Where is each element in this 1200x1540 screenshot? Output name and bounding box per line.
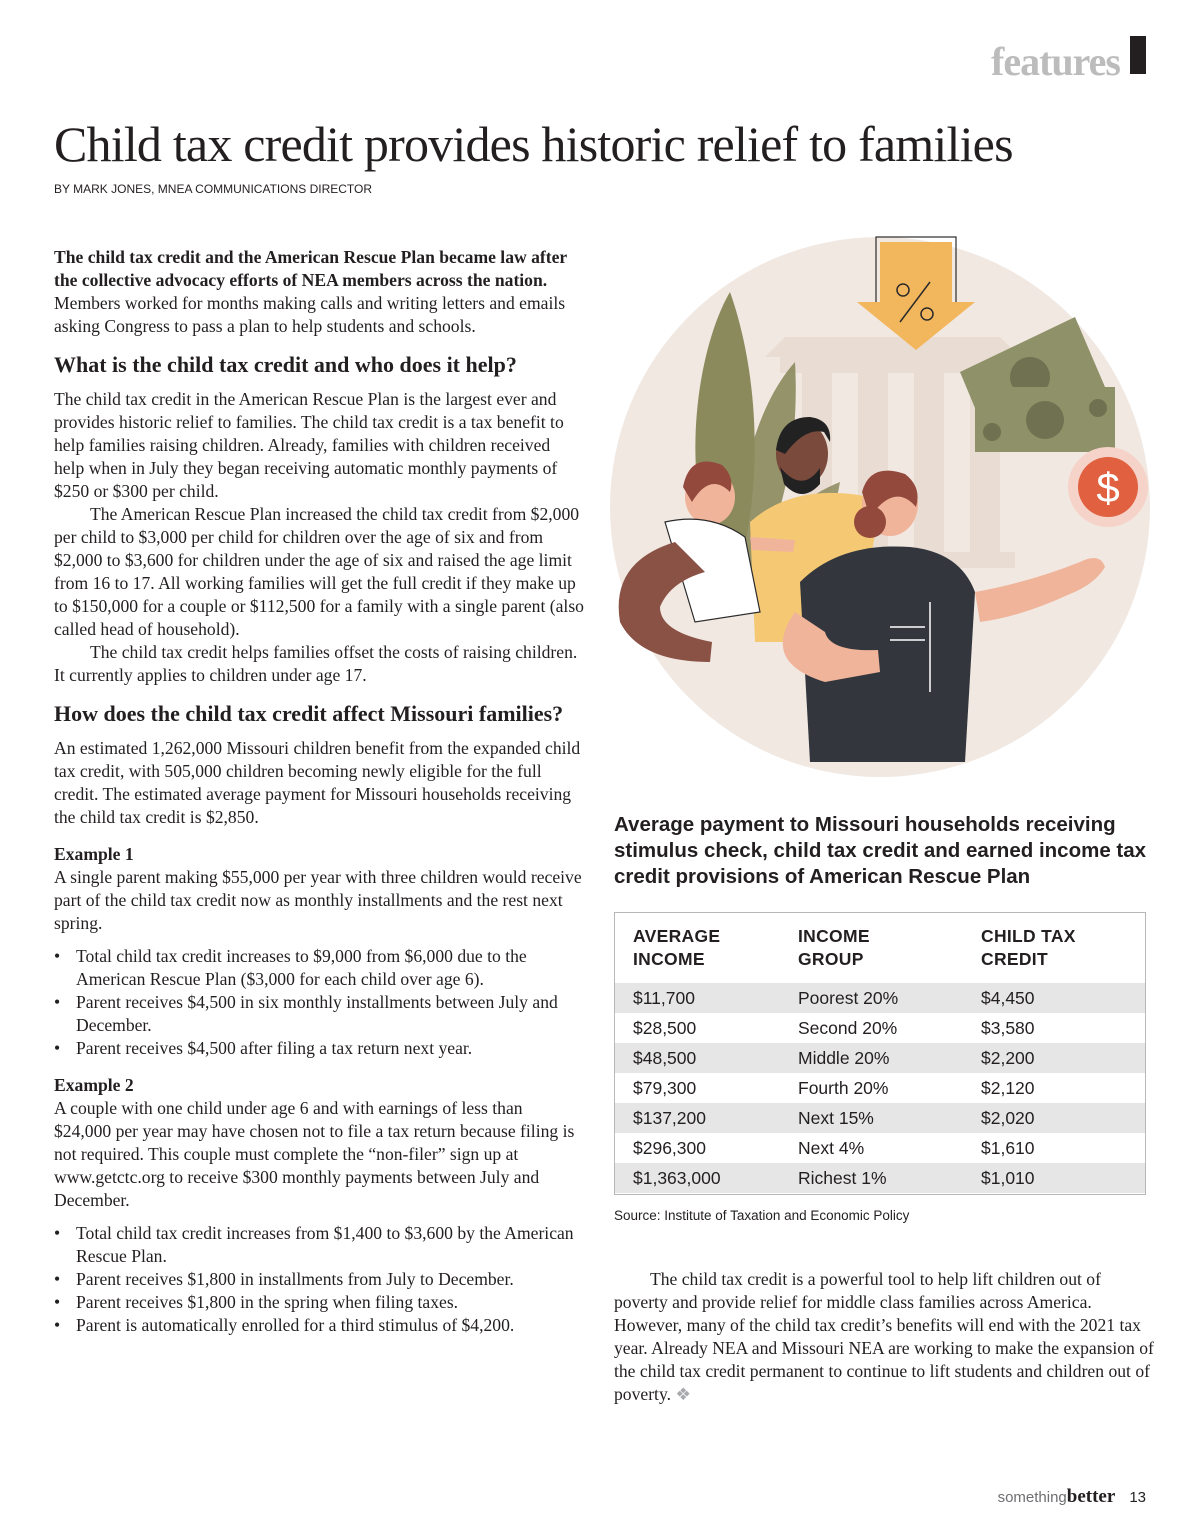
table-source: Source: Institute of Taxation and Economic Policy [614, 1208, 910, 1223]
bullet-item: • Total child tax credit increases to $9,000 from $6,000 due to the American Rescue Plan ($3,000 for each child over age 6). [76, 945, 584, 991]
cell-average-income: $296,300 [633, 1138, 706, 1158]
cell-average-income: $28,500 [633, 1018, 697, 1038]
table-row [615, 983, 1145, 1013]
body-paragraph: The child tax credit in the American Rescue Plan is the largest ever and provides historic relief to families. The child tax credit is a tax benefit to help families raising children. Already, families with children received help when in July they began receiving automatic monthly payments of $250 or $300 per child. [54, 389, 564, 501]
cell-income-group: Next 4% [798, 1138, 865, 1158]
footer-brand-bold: better [1066, 1486, 1116, 1507]
example-2-bullets [54, 1222, 584, 1337]
table-row [615, 1043, 1145, 1073]
example-1-bullets [54, 945, 584, 1060]
bullet-item: • Parent receives $4,500 after filing a tax return next year. [76, 1037, 584, 1060]
cell-child-tax-credit: $2,200 [981, 1048, 1035, 1068]
bullet-item: • Parent receives $4,500 in six monthly installments between July and December. [76, 991, 584, 1037]
subhead-what-is: What is the child tax credit and who does it help? [54, 352, 517, 377]
cell-income-group: Fourth 20% [798, 1078, 889, 1098]
closing-paragraph [614, 1268, 1154, 1406]
payment-table [614, 912, 1146, 1195]
cell-child-tax-credit: $2,120 [981, 1078, 1035, 1098]
lede-bold: The child tax credit and the American Rescue Plan became law after the collective advocacy efforts of NEA members across the nation. [54, 247, 567, 290]
article-body-left [54, 246, 584, 1345]
family-tax-credit-illustration [580, 222, 1160, 782]
subhead-missouri: How does the child tax credit affect Missouri families? [54, 701, 564, 726]
example-1-title: Example 1 [54, 844, 134, 864]
lede-paragraph [54, 246, 584, 338]
cell-income-group: Poorest 20% [798, 988, 899, 1008]
cell-average-income: $79,300 [633, 1078, 697, 1098]
table-title: Average payment to Missouri households receiving stimulus check, child tax credit and earned income tax credit provisions of American Rescue Plan [614, 813, 1147, 888]
example-2-text: A couple with one child under age 6 and with earnings of less than $24,000 per year may have chosen not to file a tax return because filing is not required. This couple must complete the “non-filer” sign up at www.getctc.org to receive $300 monthly payments between July and December. [54, 1098, 575, 1210]
cell-average-income: $1,363,000 [633, 1168, 721, 1188]
body-paragraph: The child tax credit helps families offset the costs of raising children. It currently applies to children under age 17. [54, 642, 578, 685]
cell-child-tax-credit: $1,010 [981, 1168, 1035, 1188]
cell-child-tax-credit: $3,580 [981, 1018, 1035, 1038]
column-header: INCOME GROUP [798, 926, 870, 969]
section-tag: features [991, 39, 1120, 84]
section-marker-bar [1130, 36, 1146, 74]
page-footer [998, 1486, 1146, 1508]
table-row [615, 1013, 1145, 1043]
column-header: AVERAGE INCOME [633, 926, 721, 969]
byline: BY MARK JONES, MNEA COMMUNICATIONS DIRECTOR [54, 182, 373, 196]
example-1-text: A single parent making $55,000 per year with three children would receive part of the child tax credit now as monthly installments and the rest next spring. [54, 867, 582, 933]
closing-text: The child tax credit is a powerful tool to help lift children out of poverty and provide relief for middle class families across America. However, many of the child tax credit’s benefits will end with the 2021 tax year. Already NEA and Missouri NEA are working to make the expansion of the child tax credit permanent to continue to lift students and children out of poverty. [614, 1269, 1154, 1404]
article-headline: Child tax credit provides historic relief to families [54, 116, 1013, 172]
page-number: 13 [1129, 1489, 1146, 1506]
bullet-item: • Parent receives $1,800 in the spring when filing taxes. [76, 1291, 584, 1314]
lede-rest: Members worked for months making calls and writing letters and emails asking Congress to pass a plan to help students and schools. [54, 293, 566, 336]
cell-income-group: Richest 1% [798, 1168, 887, 1188]
cell-income-group: Second 20% [798, 1018, 898, 1038]
cell-child-tax-credit: $2,020 [981, 1108, 1035, 1128]
svg-text:$: $ [1096, 464, 1120, 511]
end-mark-icon: ❖ [675, 1384, 692, 1404]
table-row [615, 1073, 1145, 1103]
bullet-item: • Parent is automatically enrolled for a third stimulus of $4,200. [76, 1314, 584, 1337]
cell-child-tax-credit: $1,610 [981, 1138, 1035, 1158]
bullet-item: • Total child tax credit increases from $1,400 to $3,600 by the American Rescue Plan. [76, 1222, 584, 1268]
table-row [615, 1103, 1145, 1133]
cell-average-income: $11,700 [633, 988, 695, 1008]
example-2-title: Example 2 [54, 1075, 134, 1095]
cell-average-income: $48,500 [633, 1048, 697, 1068]
table-row [615, 1133, 1145, 1163]
table-row [615, 1163, 1145, 1193]
footer-brand-light: something [997, 1489, 1067, 1506]
cell-child-tax-credit: $4,450 [981, 988, 1035, 1008]
cell-average-income: $137,200 [633, 1108, 706, 1128]
cell-income-group: Next 15% [798, 1108, 874, 1128]
cell-income-group: Middle 20% [798, 1048, 890, 1068]
column-header: CHILD TAX CREDIT [981, 926, 1076, 969]
body-paragraph: The American Rescue Plan increased the child tax credit from $2,000 per child to $3,000 per child for children over the age of six and from $2,000 to $3,600 for children under the age of six and raised the age limit from 16 to 17. All working families will get the full credit if they make up to $150,000 for a couple or $112,500 for a family with a single parent (also called head of household). [54, 504, 584, 639]
bullet-item: • Parent receives $1,800 in installments from July to December. [76, 1268, 584, 1291]
body-paragraph: An estimated 1,262,000 Missouri children benefit from the expanded child tax credit, with 505,000 children becoming newly eligible for the full credit. The estimated average payment for Missouri households receiving the child tax credit is $2,850. [54, 738, 581, 827]
